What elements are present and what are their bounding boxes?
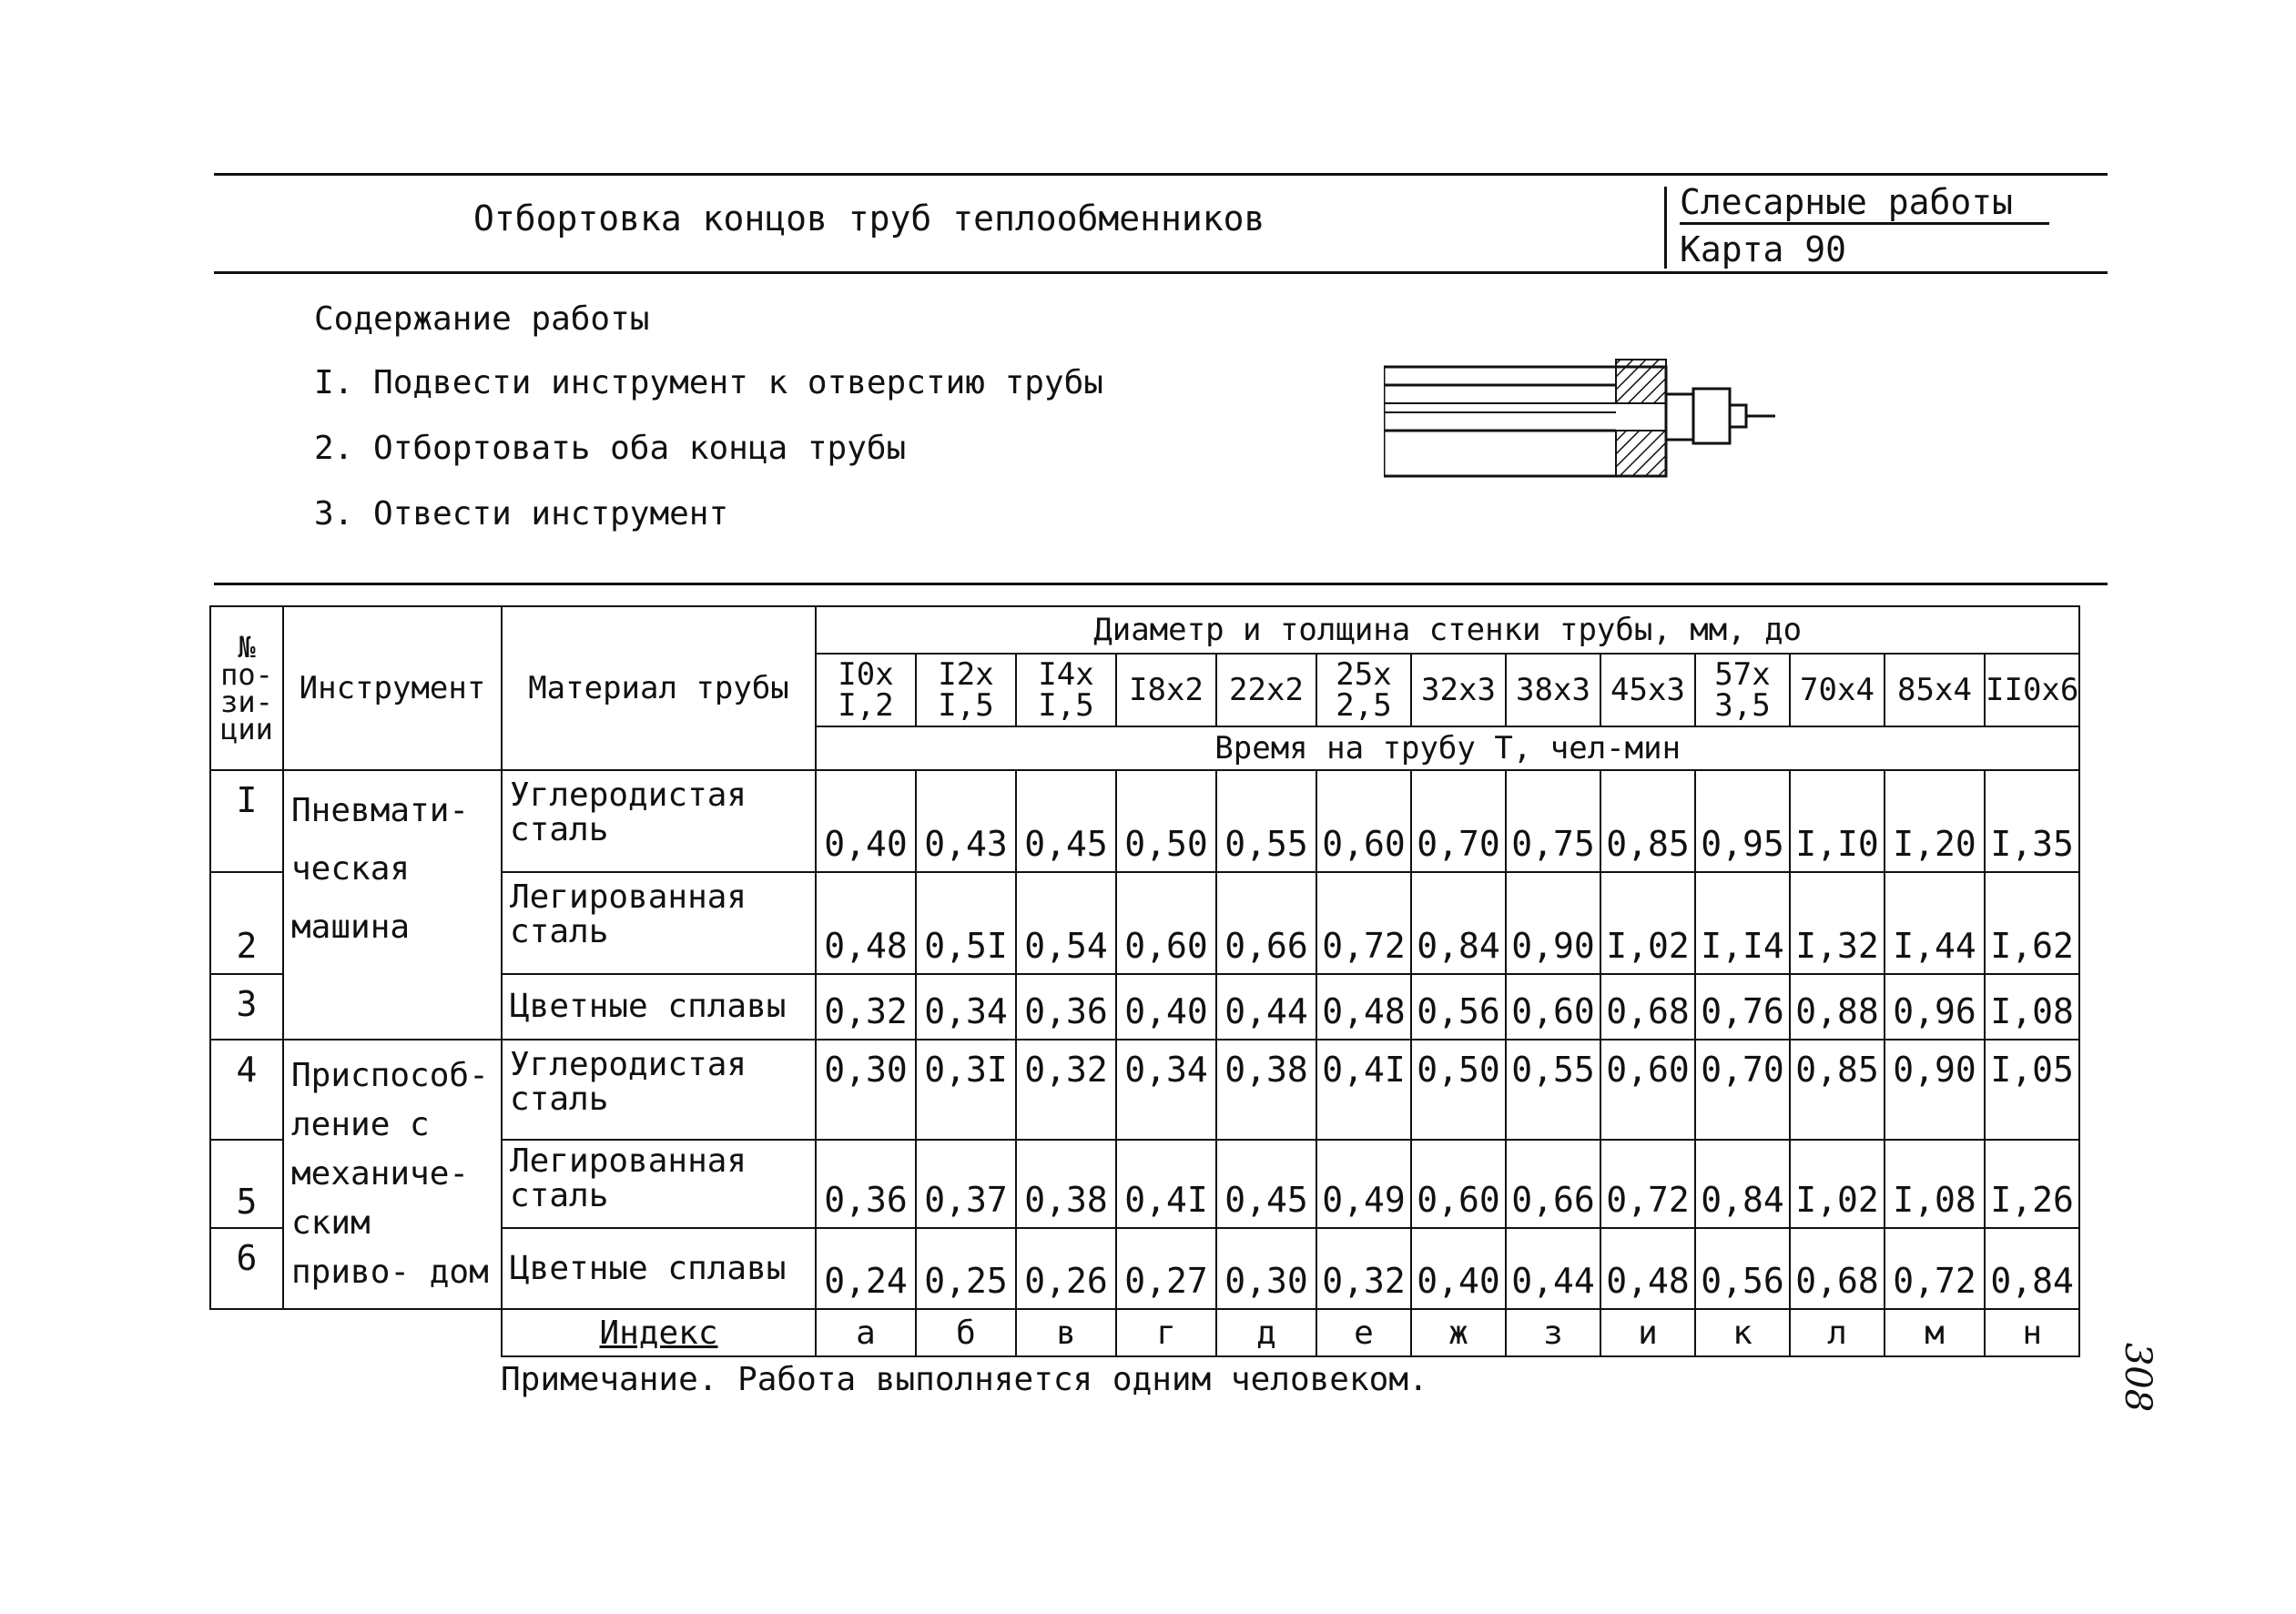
step-1: I. Подвести инструмент к отверстию трубы [314,364,1103,401]
value-cell: 0,45 [1016,770,1116,872]
value-cell: 0,66 [1216,872,1316,974]
value-cell: 0,96 [1885,974,1985,1040]
value-cell: 0,40 [1411,1228,1506,1309]
dim-cell: I0x I,2 [816,654,916,726]
value-cell: 0,48 [816,872,916,974]
dim-cell: 57x 3,5 [1695,654,1790,726]
position-number: 5 [210,1140,283,1228]
index-cell: е [1316,1309,1411,1356]
table-row [210,1040,2079,1140]
value-cell: I,26 [1985,1140,2079,1228]
page-number: 308 [2117,1342,2159,1413]
dim-cell: I8x2 [1116,654,1216,726]
index-cell: ж [1411,1309,1506,1356]
tool-pneumatic-machine: Пневмати- ческая машина [283,770,502,1040]
dim-cell: I4x I,5 [1016,654,1116,726]
col-header-tool: Инструмент [283,606,502,770]
material-cell: Углеродистая сталь [502,1040,816,1140]
section-label: Слесарные работы [1680,182,2049,225]
value-cell: 0,4I [1116,1140,1216,1228]
value-cell: 0,44 [1216,974,1316,1040]
header-bottom-rule [214,271,2108,274]
value-cell: 0,40 [816,770,916,872]
value-cell: 0,55 [1506,1040,1600,1140]
value-cell: 0,36 [816,1140,916,1228]
value-cell: 0,44 [1506,1228,1600,1309]
value-cell: 0,56 [1411,974,1506,1040]
index-cell: к [1695,1309,1790,1356]
value-cell: 0,68 [1790,1228,1885,1309]
value-cell: 0,68 [1600,974,1695,1040]
value-cell: 0,50 [1411,1040,1506,1140]
value-cell: 0,26 [1016,1228,1116,1309]
value-cell: 0,85 [1790,1040,1885,1140]
index-cell: з [1506,1309,1600,1356]
value-cell: 0,90 [1506,872,1600,974]
value-cell: I,35 [1985,770,2079,872]
value-cell: 0,50 [1116,770,1216,872]
table-row [210,770,2079,872]
position-number: 2 [210,872,283,974]
index-cell: в [1016,1309,1116,1356]
value-cell: 0,72 [1316,872,1411,974]
value-cell: 0,34 [1116,1040,1216,1140]
value-cell: 0,75 [1506,770,1600,872]
value-cell: I,62 [1985,872,2079,974]
card-label: Карта 90 [1680,229,1847,269]
time-norms-table [209,605,2080,1357]
index-label: Индекс [502,1309,816,1356]
value-cell: 0,38 [1016,1140,1116,1228]
footnote: Примечание. Работа выполняется одним человеком. [501,1361,1428,1398]
value-cell: 0,54 [1016,872,1116,974]
value-cell: 0,84 [1411,872,1506,974]
material-cell: Цветные сплавы [502,974,816,1040]
material-cell: Цветные сплавы [502,1228,816,1309]
col-header-position: № по- зи- ции [210,606,283,770]
value-cell: 0,85 [1600,770,1695,872]
value-cell: 0,60 [1116,872,1216,974]
value-cell: 0,95 [1695,770,1790,872]
value-cell: 0,55 [1216,770,1316,872]
index-cell: г [1116,1309,1216,1356]
index-cell: а [816,1309,916,1356]
index-cell: н [1985,1309,2079,1356]
value-cell: I,32 [1790,872,1885,974]
value-cell: I,08 [1885,1140,1985,1228]
value-cell: 0,90 [1885,1040,1985,1140]
value-cell: I,02 [1790,1140,1885,1228]
value-cell: 0,60 [1316,770,1411,872]
value-cell: I,I0 [1790,770,1885,872]
dim-cell: 22x2 [1216,654,1316,726]
value-cell: 0,37 [916,1140,1016,1228]
position-number: 4 [210,1040,283,1140]
position-number: 6 [210,1228,283,1309]
dim-cell: 85x4 [1885,654,1985,726]
position-number: I [210,770,283,872]
value-cell: 0,4I [1316,1040,1411,1140]
value-cell: 0,36 [1016,974,1116,1040]
index-cell: м [1885,1309,1985,1356]
value-cell: 0,3I [916,1040,1016,1140]
value-cell: 0,72 [1885,1228,1985,1309]
value-cell: 0,88 [1790,974,1885,1040]
step-3: 3. Отвести инструмент [314,495,729,533]
value-cell: 0,43 [916,770,1016,872]
value-cell: 0,32 [1016,1040,1116,1140]
material-cell: Легированная сталь [502,1140,816,1228]
index-cell: б [916,1309,1016,1356]
value-cell: I,08 [1985,974,2079,1040]
index-cell: и [1600,1309,1695,1356]
position-number: 3 [210,974,283,1040]
dim-cell: 70x4 [1790,654,1885,726]
table-top-rule [214,583,2108,585]
index-cell: л [1790,1309,1885,1356]
value-cell: 0,84 [1695,1140,1790,1228]
value-cell: 0,32 [816,974,916,1040]
value-cell: 0,25 [916,1228,1016,1309]
value-cell: 0,34 [916,974,1016,1040]
value-cell: I,05 [1985,1040,2079,1140]
value-cell: 0,40 [1116,974,1216,1040]
value-cell: 0,5I [916,872,1016,974]
value-cell: 0,84 [1985,1228,2079,1309]
value-cell: 0,72 [1600,1140,1695,1228]
value-cell: 0,56 [1695,1228,1790,1309]
tool-mechanical-device: Приспособ- ление с механиче- ским приво- дом [283,1040,502,1309]
value-cell: 0,70 [1695,1040,1790,1140]
value-cell: 0,76 [1695,974,1790,1040]
time-header: Время на трубу Т, чел-мин [816,726,2079,770]
value-cell: 0,30 [816,1040,916,1140]
dim-cell: 32x3 [1411,654,1506,726]
value-cell: 0,24 [816,1228,916,1309]
step-2: 2. Отбортовать оба конца трубы [314,430,907,467]
value-cell: I,I4 [1695,872,1790,974]
value-cell: 0,49 [1316,1140,1411,1228]
header-top-rule [214,173,2108,176]
value-cell: I,44 [1885,872,1985,974]
dim-cell: II0x6 [1985,654,2079,726]
page-title: Отбортовка концов труб теплообменников [473,198,1265,239]
dim-cell: 45x3 [1600,654,1695,726]
index-row [210,1309,2079,1356]
value-cell: I,20 [1885,770,1985,872]
index-cell: д [1216,1309,1316,1356]
value-cell: 0,48 [1600,1228,1695,1309]
value-cell: 0,60 [1411,1140,1506,1228]
value-cell: 0,66 [1506,1140,1600,1228]
value-cell: 0,32 [1316,1228,1411,1309]
dim-cell: 25x 2,5 [1316,654,1411,726]
col-header-material: Материал трубы [502,606,816,770]
content-heading: Содержание работы [314,300,650,338]
value-cell: 0,60 [1506,974,1600,1040]
header-divider [1664,187,1667,269]
index-spacer [210,1309,502,1356]
value-cell: 0,45 [1216,1140,1316,1228]
material-cell: Углеродистая сталь [502,770,816,872]
value-cell: 0,70 [1411,770,1506,872]
dim-cell: 38x3 [1506,654,1600,726]
value-cell: I,02 [1600,872,1695,974]
dim-cell: I2x I,5 [916,654,1016,726]
value-cell: 0,30 [1216,1228,1316,1309]
value-cell: 0,48 [1316,974,1411,1040]
value-cell: 0,60 [1600,1040,1695,1140]
flaring-tool-drawing [1384,350,1793,496]
value-cell: 0,38 [1216,1040,1316,1140]
value-cell: 0,27 [1116,1228,1216,1309]
diameter-header: Диаметр и толщина стенки трубы, мм, до [816,606,2079,654]
material-cell: Легированная сталь [502,872,816,974]
